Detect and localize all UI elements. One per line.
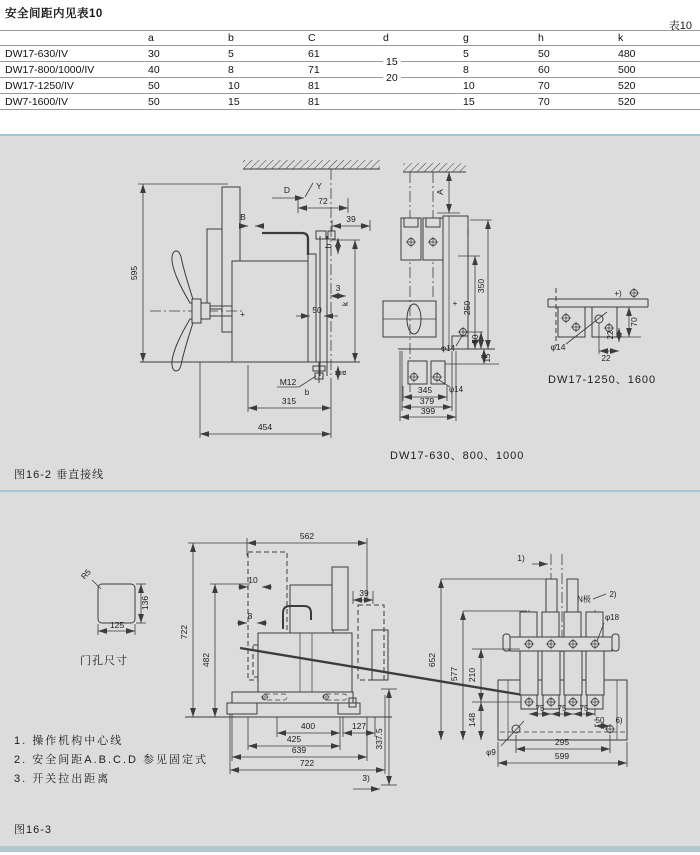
dim-phi14: φ14 [550, 342, 566, 352]
note-3: 3. 开关拉出距离 [14, 773, 111, 785]
dim-315: 315 [281, 396, 297, 406]
dim-295: 295 [554, 737, 570, 747]
dim-210: 210 [467, 667, 477, 683]
dim-148: 148 [467, 712, 477, 728]
figure-16-2-drawing [0, 136, 700, 490]
dim-482: 482 [201, 652, 211, 668]
table-cell: 70 [538, 78, 618, 94]
dim-Y: Y [316, 181, 322, 191]
dim-70: 70 [629, 317, 639, 327]
table-row [0, 62, 700, 78]
dim-a: a [339, 370, 348, 376]
table-cell: 8 [228, 62, 308, 78]
table-cell: 50 [148, 94, 228, 110]
dim-10: 10 [248, 575, 258, 585]
dim-A: A [435, 189, 445, 195]
dim-400: 400 [300, 721, 316, 731]
dim-B: B [240, 212, 246, 222]
col-header-h: h [538, 31, 618, 46]
dim-39: 39 [346, 214, 356, 224]
table-header-row [0, 31, 700, 46]
dim-75-a: 75 [535, 704, 545, 713]
safety-distance-table [0, 30, 700, 110]
table-cell: 520 [618, 94, 700, 110]
table-cell: 15 [228, 94, 308, 110]
dim-k: k [340, 301, 350, 307]
footer-bar [0, 846, 700, 852]
figure-16-2-caption: 图16-2 垂直接线 [14, 469, 105, 481]
dim-425: 425 [286, 734, 302, 744]
dim-136: 136 [140, 595, 150, 611]
dim-577: 577 [449, 666, 459, 682]
fig3-front-view-four-pole [427, 553, 627, 767]
table-cell: 520 [618, 78, 700, 94]
dim-22-vertical: 22 [606, 330, 615, 340]
table-cell: 480 [618, 46, 700, 62]
table-cell: 15 [463, 94, 538, 110]
col-header-a: a [148, 31, 228, 46]
table-number-tag: 表10 [668, 20, 692, 32]
dim-phi18: φ18 [604, 613, 620, 622]
col-header-c: C [308, 31, 383, 46]
dim-350: 350 [476, 278, 486, 294]
plus-mark: +) [614, 289, 622, 298]
d-value-span: 15 [383, 56, 401, 68]
table-cell: 60 [538, 62, 618, 78]
figure-16-3-panel [0, 492, 700, 846]
dim-22-horizontal: 22 [601, 354, 611, 363]
model-cell: DW7-1600/IV [0, 94, 148, 110]
note-ref-2: 2) [609, 590, 617, 599]
dim-phi14-lower: φ14 [448, 385, 464, 394]
table-cell: 5 [463, 46, 538, 62]
table-cell: 500 [618, 62, 700, 78]
table-cell: 71 [308, 62, 383, 78]
dim-379: 379 [419, 396, 435, 406]
table-cell: 10 [228, 78, 308, 94]
dim-50: 50 [595, 716, 605, 725]
dim-R5: R5 [79, 567, 93, 582]
dim-595: 595 [129, 265, 139, 281]
caption-630-1000: DW17-630、800、1000 [390, 450, 525, 462]
dim-39: 39 [359, 588, 369, 598]
table-cell: 30 [148, 46, 228, 62]
dim-D: D [283, 185, 291, 195]
fig2-side-view-630-1000 [383, 163, 524, 462]
model-cell: DW17-800/1000/IV [0, 62, 148, 78]
dim-72: 72 [318, 196, 328, 206]
table-row [0, 46, 700, 62]
figure-16-2-panel [0, 136, 700, 490]
table-cell: 81 [308, 78, 383, 94]
dim-8: 8 [247, 611, 253, 621]
table-cell: 10 [463, 78, 538, 94]
model-cell: DW17-1250/IV [0, 78, 148, 94]
table-cell: 50 [538, 46, 618, 62]
door-hole-caption: 门孔尺寸 [80, 655, 128, 667]
dim-399: 399 [420, 406, 436, 416]
table-row [0, 94, 700, 110]
figure-16-3-drawing [0, 492, 700, 846]
table-cell [383, 94, 463, 110]
dim-125: 125 [109, 620, 125, 630]
col-header-d: d [383, 31, 463, 46]
dim-b: b [304, 388, 310, 397]
neutral-pole-label: N极 [577, 595, 591, 604]
figure-notes [14, 733, 208, 785]
dim-h: h [323, 243, 333, 249]
ceiling-hatch [243, 160, 380, 169]
caption-1250-1600: DW17-1250、1600 [548, 374, 657, 386]
dim-50: 50 [312, 305, 322, 315]
dim-75-c: 75 [579, 704, 589, 713]
table-cell [383, 46, 463, 68]
dim-345: 345 [417, 385, 433, 395]
dim-639: 639 [291, 745, 307, 755]
note-2: 2. 安全间距A.B.C.D 参见固定式 [14, 754, 209, 766]
dim-50: 50 [471, 334, 480, 344]
plus-mark: + [240, 309, 245, 319]
table-cell: 70 [538, 94, 618, 110]
dim-652: 652 [427, 652, 437, 668]
page-title: 安全间距内见表10 [5, 8, 103, 20]
fig2-bracket-detail-1250-1600 [548, 288, 656, 386]
fig3-door-hole-detail [79, 567, 150, 667]
dim-562: 562 [299, 531, 315, 541]
dim-722-bottom: 722 [299, 758, 315, 768]
dim-phi14-upper: φ14 [440, 344, 456, 353]
d-value-span: 20 [383, 72, 401, 84]
dim-599: 599 [554, 751, 570, 761]
model-cell: DW17-630/IV [0, 46, 148, 62]
plus-mark: + [452, 299, 458, 308]
dim-15: 15 [483, 353, 492, 363]
table-cell: 5 [228, 46, 308, 62]
dim-127: 127 [351, 721, 367, 731]
note-ref-3: 3) [362, 773, 370, 783]
phi9-leader [501, 721, 524, 746]
col-header-g: g [463, 31, 538, 46]
ceiling-hatch [403, 163, 466, 172]
table-cell: 61 [308, 46, 383, 62]
table-cell: 50 [148, 78, 228, 94]
dim-250: 250 [462, 300, 472, 316]
table-row [0, 78, 700, 94]
label-m12: M12 [279, 377, 297, 387]
table-cell: 8 [463, 62, 538, 78]
dim-454: 454 [257, 422, 273, 432]
fig2-breaker-side-view [129, 160, 380, 438]
fig3-drawout-side-view [179, 531, 523, 789]
table-cell: 40 [148, 62, 228, 78]
note-ref-1: 1) [517, 553, 525, 563]
col-header-b: b [228, 31, 308, 46]
terminal-hook [262, 233, 308, 255]
col-header-k: k [618, 31, 700, 46]
figure-16-3-caption: 图16-3 [14, 824, 53, 836]
m12-bolt [313, 362, 325, 383]
dim-75-b: 75 [557, 704, 567, 713]
dim-337-5: 337.5 [374, 728, 384, 750]
table-cell [0, 31, 148, 46]
dim-722-left: 722 [179, 624, 189, 640]
dim-3: 3 [335, 283, 341, 293]
table-cell: 81 [308, 94, 383, 110]
note-ref-6: 6) [615, 716, 623, 725]
note-1: 1. 操作机构中心线 [14, 735, 124, 747]
dim-phi9: φ9 [486, 748, 496, 757]
